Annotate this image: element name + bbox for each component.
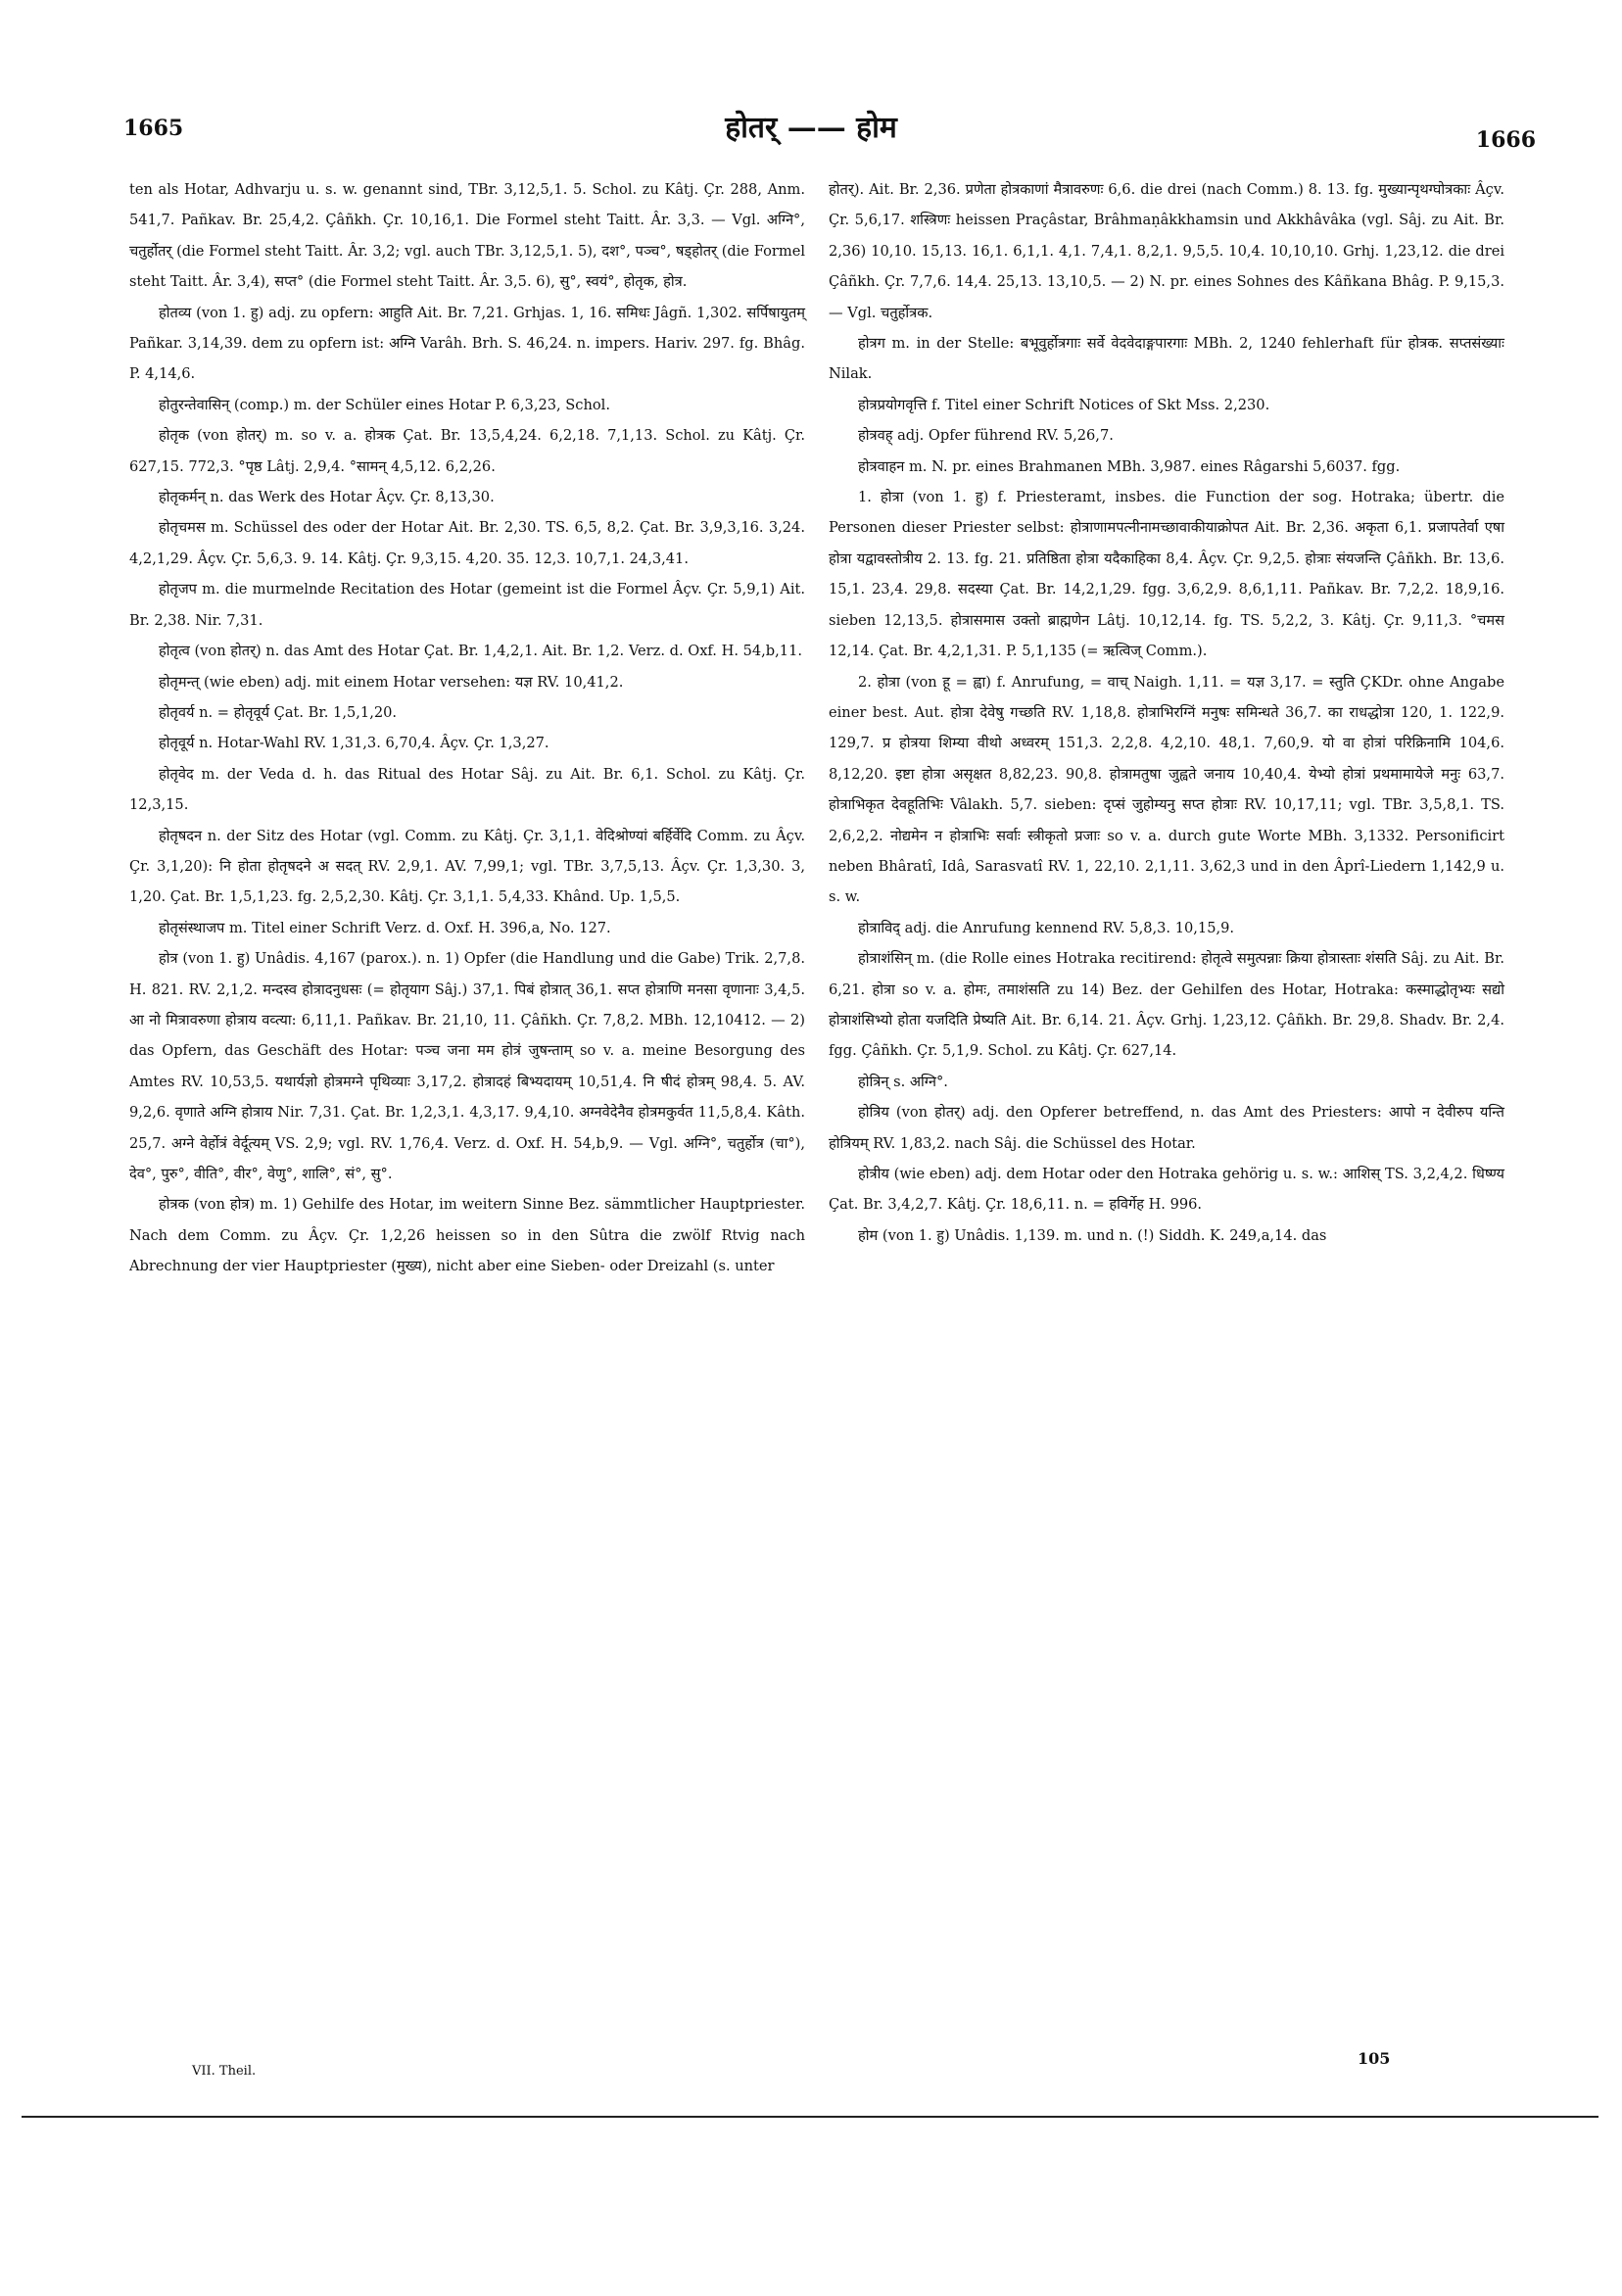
dictionary-entry: होत्रीय (wie eben) adj. dem Hotar oder den Hotraka gehörig u. s. w.: आशिस् TS. 3,2,4,2. धिष्ण्य Çat. Br. 3,4,2,7. Kâtj. Çr. 18,6,11. n. = हविर्गेह H. 996. [829,1166,1504,1214]
entry-continuation: ten als Hotar, Adhvarju u. s. w. genannt sind, TBr. 3,12,5,1. 5. Schol. zu Kâtj. Çr. 288, Anm. 541,7. Pañkav. Br. 25,4,2. Çâñkh. Çr. 10,16,1. Die Formel steht Taitt. Âr. 3,3. — Vgl. अग्नि°, चतुर्होतर् (die Formel steht Taitt. Âr. 3,2; vgl. auch TBr. 3,12,5,1. 5), दश°, पञ्च°, षड्होतर् (die Formel steht Taitt. Âr. 3,4), सप्त° (die Formel steht Taitt. Âr. 3,5. 6), सु°, स्वयं°, होतृक, होत्र. [129,181,805,291]
dictionary-entry: होत्रवाहन m. N. pr. eines Brahmanen MBh. 3,987. eines Râgarshi 5,6037. fgg. [858,457,1401,475]
bottom-rule [22,2116,1598,2118]
left-column [129,174,805,1282]
dictionary-entry: होत्राशंसिन् m. (die Rolle eines Hotraka recitirend: होतृत्वे समुत्पन्नाः क्रिया होत्रास्ताः शंसति Sâj. zu Ait. Br. 6,21. होत्रा so v. a. होमः, तमाशंसति zu 14) Bez. der Gehilfen des Hotar, Hotraka: कस्माद्धोतृभ्यः सद्यो होत्राशंसिभ्यो होता यजदिति प्रेष्यति Ait. Br. 6,14. 21. Âçv. Grhj. 1,23,12. Çâñkh. Br. 29,8. Shadv. Br. 2,4. fgg. Çâñkh. Çr. 5,1,9. Schol. zu Kâtj. Çr. 627,14. [829,950,1504,1060]
dictionary-entry: होतृवेद m. der Veda d. h. das Ritual des Hotar Sâj. zu Ait. Br. 6,1. Schol. zu Kâtj. Çr. 12,3,15. [129,765,805,814]
dictionary-entry: होतृवूर्य n. Hotar-Wahl RV. 1,31,3. 6,70,4. Âçv. Çr. 1,3,27. [159,735,549,752]
dictionary-entry: होतृषदन n. der Sitz des Hotar (vgl. Comm. zu Kâtj. Çr. 3,1,1. वेदिश्रोण्यां बर्हिर्वेदि Comm. zu Âçv. Çr. 3,1,20): नि होता होतृषदने अ सदत् RV. 2,9,1. AV. 7,99,1; vgl. TBr. 3,7,5,13. Âçv. Çr. 1,3,30. 3, 1,20. Çat. Br. 1,5,1,23. fg. 2,5,2,30. Kâtj. Çr. 3,1,1. 5,4,33. Khând. Up. 1,5,5. [129,827,805,906]
dictionary-entry: होतृमन्त् (wie eben) adj. mit einem Hotar versehen: यज्ञ RV. 10,41,2. [159,673,624,691]
sheet-number: 105 [1358,2049,1391,2068]
dictionary-entry: होत्रिन् s. अग्नि°. [858,1073,948,1090]
dictionary-entry: होतृकर्मन् n. das Werk des Hotar Âçv. Çr. 8,13,30. [159,489,495,506]
dictionary-entry: होतुरन्तेवासिन् (comp.) m. der Schüler eines Hotar P. 6,3,23, Schol. [159,396,610,413]
right-column [829,174,1504,1251]
right-page-number: 1666 [1475,127,1536,153]
dictionary-entry: होतृजप m. die murmelnde Recitation des Hotar (gemeint ist die Formel Âçv. Çr. 5,9,1) Ait. Br. 2,38. Nir. 7,31. [129,581,805,629]
dictionary-entry: होत्र (von 1. हु) Unâdis. 4,167 (parox.). n. 1) Opfer (die Handlung und die Gabe) Trik. 2,7,8. H. 821. RV. 2,1,2. मन्दस्व होत्रादनुधसः (= होतृयाग Sâj.) 37,1. पिबं होत्रात् 36,1. सप्त होत्राणि मनसा वृणानाः 3,4,5. आ नो मित्रावरुणा होत्राय वव्त्या: 6,11,1. Pañkav. Br. 21,10, 11. Çâñkh. Çr. 7,8,2. MBh. 12,10412. — 2) das Opfern, das Geschäft des Hotar: पञ्च जना मम होत्रं जुषन्ताम् so v. a. meine Besorgung des Amtes RV. 10,53,5. यथार्यज्ञो होत्रमग्ने पृथिव्याः 3,17,2. होत्रादहं बिभ्यदायम् 10,51,4. नि षीदं होत्रम् 98,4. 5. AV. 9,2,6. वृणाते अग्नि होत्राय Nir. 7,31. Çat. Br. 1,2,3,1. 4,3,17. 9,4,10. अग्नवेदेनैव होत्रमकुर्वत 11,5,8,4. Kâth. 25,7. अग्ने वेर्होत्रं वेर्दूत्यम् VS. 2,9; vgl. RV. 1,76,4. Verz. d. Oxf. H. 54,b,9. — Vgl. अग्नि°, चतुर्होत्र (चा°), देव°, पुरु°, वीति°, वीर°, वेणु°, शालि°, सं°, सु°. [129,950,805,1182]
dictionary-entry: 1. होत्रा (von 1. हु) f. Priesteramt, insbes. die Function der sog. Hotraka; übertr. die Personen dieser Priester selbst: होत्राणामपत्नीनामच्छावाकीयाक्रोपत Ait. Br. 2,36. अकृता 6,1. प्रजापतेर्वा एषा होत्रा यद्वावस्तोत्रीय 2. 13. fg. 21. प्रतिष्ठिता होत्रा यदैकाहिका 8,4. Âçv. Çr. 9,2,5. होत्राः संयजन्ति Çâñkh. Br. 13,6. 15,1. 23,4. 29,8. सदस्या Çat. Br. 14,2,1,29. fgg. 3,6,2,9. 8,6,1,11. Pañkav. Br. 7,2,2. 18,9,16. sieben 12,13,5. होत्रासमास उक्तो ब्राह्मणेन Lâtj. 10,12,14. fg. TS. 5,2,2, 3. Kâtj. Çr. 9,11,3. °चमस 12,14. Çat. Br. 4,2,1,31. P. 5,1,135 (= ऋत्विज् Comm.). [829,489,1504,660]
entry-continuation: होतर्). Ait. Br. 2,36. प्रणेता होत्रकाणां मैत्रावरुणः 6,6. die drei (nach Comm.) 8. 13. fg. मुख्यान्पृथग्घोत्रकाः Âçv. Çr. 5,6,17. शस्त्रिणः heissen Praçâstar, Brâhmaṇâkkhamsin und Akkhâvâka (vgl. Sâj. zu Ait. Br. 2,36) 10,10. 15,13. 16,1. 6,1,1. 4,1. 7,4,1. 8,2,1. 9,5,5. 10,4. 10,10,10. Grhj. 1,23,12. die drei Çâñkh. Çr. 7,7,6. 14,4. 25,13. 13,10,5. — 2) N. pr. eines Sohnes des Kâñkana Bhâg. P. 9,15,3. — Vgl. चतुर्होत्रक. [829,181,1504,321]
dictionary-entry: होतव्य (von 1. हु) adj. zu opfern: आहुति Ait. Br. 7,21. Grhjas. 1, 16. समिधः Jâgñ. 1,302. सर्पिषायुतम् Pañkar. 3,14,39. dem zu opfern ist: अग्नि Varâh. Brh. S. 46,24. n. impers. Hariv. 297. fg. Bhâg. P. 4,14,6. [129,304,805,383]
left-page-number: 1665 [123,116,184,141]
dictionary-entry: होत्रवह् adj. Opfer führend RV. 5,26,7. [858,427,1114,445]
dictionary-entry: होत्रिय (von होतर्) adj. den Opferer betreffend, n. das Amt des Priesters: आपो न देवीरुप यन्ति होत्रियम् RV. 1,83,2. nach Sâj. die Schüssel des Hotar. [829,1104,1504,1152]
dictionary-entry: होतृत्व (von होतर्) n. das Amt des Hotar Çat. Br. 1,4,2,1. Ait. Br. 1,2. Verz. d. Oxf. H. 54,b,11. [159,643,802,660]
dictionary-entry: होम (von 1. हु) Unâdis. 1,139. m. und n. (!) Siddh. K. 249,a,14. das [858,1226,1327,1244]
dictionary-entry: होतृवर्य n. = होतृवूर्य Çat. Br. 1,5,1,20. [159,703,398,721]
dictionary-entry: होत्रग m. in der Stelle: बभूवुर्होत्रगाः सर्वे वेदवेदाङ्गपारगाः MBh. 2, 1240 fehlerhaft für होत्रक. सप्तसंख्याः Nilak. [829,335,1504,383]
dictionary-entry: होत्रप्रयोगवृत्ति f. Titel einer Schrift Notices of Skt Mss. 2,230. [858,396,1270,413]
dictionary-entry: होतृचमस m. Schüssel des oder der Hotar Ait. Br. 2,30. TS. 6,5, 8,2. Çat. Br. 3,9,3,16. 3,24. 4,2,1,29. Âçv. Çr. 5,6,3. 9. 14. Kâtj. Çr. 9,3,15. 4,20. 35. 12,3. 10,7,1. 24,3,41. [129,519,805,567]
running-header-title: होतर् —— होम [725,111,897,145]
volume-note: VII. Theil. [192,2064,257,2079]
dictionary-entry: होत्रक (von होत्र) m. 1) Gehilfe des Hotar, im weitern Sinne Bez. sämmtlicher Hauptpriester. Nach dem Comm. zu Âçv. Çr. 1,2,26 heissen so in den Sûtra die zwölf Rtvig nach Abrechnung der vier Hauptpriester (मुख्य), nicht aber eine Sieben- oder Dreizahl (s. unter [129,1196,805,1275]
dictionary-entry: होतृक (von होतर्) m. so v. a. होत्रक Çat. Br. 13,5,4,24. 6,2,18. 7,1,13. Schol. zu Kâtj. Çr. 627,15. 772,3. °पृष्ठ Lâtj. 2,9,4. °सामन् 4,5,12. 6,2,26. [129,427,805,475]
dictionary-entry: 2. होत्रा (von हू = ह्वा) f. Anrufung, = वाच् Naigh. 1,11. = यज्ञ 3,17. = स्तुति ÇKDr. ohne Angabe einer best. Aut. होत्रा देवेषु गच्छति RV. 1,18,8. होत्राभिरग्निं मनुषः समिन्धते 36,7. का राधद्धोत्रा 120, 1. 122,9. 129,7. प्र होत्रया शिम्या वीथो अध्वरम् 151,3. 2,2,8. 4,2,10. 48,1. 7,60,9. यो वा होत्रां परिक्रिनामि 104,6. 8,12,20. इष्टा होत्रा असृक्षत 8,82,23. 90,8. होत्रामतुषा जुह्वते जनाय 10,40,4. येभ्यो होत्रां प्रथमामायेजे मनुः 63,7. होत्राभिकृत देवहूतिभिः Vâlakh. 5,7. sieben: दृप्सं जुहोम्यनु सप्त होत्राः RV. 10,17,11; vgl. TBr. 3,5,8,1. TS. 2,6,2,2. नोद्यमेन न होत्राभिः सर्वाः स्त्रीकृतो प्रजाः so v. a. durch gute Worte MBh. 3,1332. Personificirt neben Bhâratî, Idâ, Sarasvatî RV. 1, 22,10. 2,1,11. 3,62,3 und in den Âprî-Liedern 1,142,9 u. s. w. [829,673,1504,906]
dictionary-entry: होतृसंस्थाजप m. Titel einer Schrift Verz. d. Oxf. H. 396,a, No. 127. [159,919,611,936]
dictionary-entry: होत्राविद् adj. die Anrufung kennend RV. 5,8,3. 10,15,9. [858,919,1235,936]
